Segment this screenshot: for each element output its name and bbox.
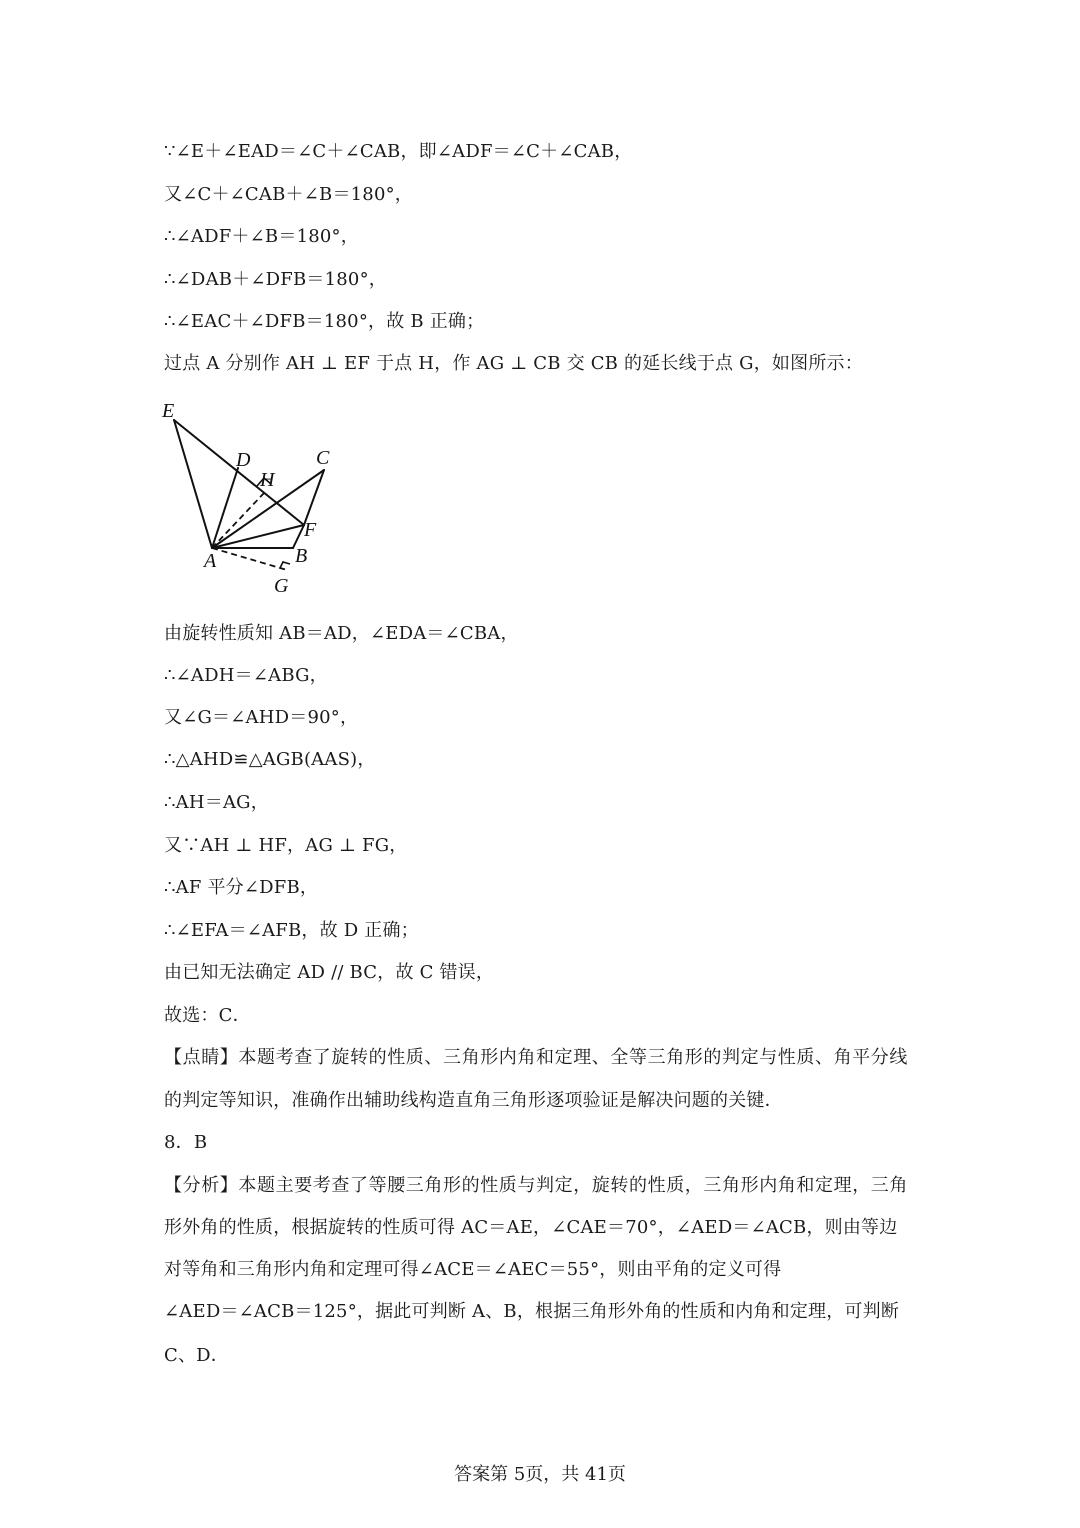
point-label-b: B	[295, 545, 308, 567]
text-line-21: 形外角的性质，根据旋转的性质可得 AC＝AE，∠CAE＝70°，∠AED＝∠ACB，则由等边	[164, 1217, 898, 1238]
text-line-3: ∴∠ADF＋∠B＝180°，	[164, 226, 359, 247]
text-line-20: 【分析】本题主要考查了等腰三角形的性质与判定，旋转的性质，三角形内角和定理，三角	[164, 1175, 908, 1196]
text-line-18: 的判定等知识，准确作出辅助线构造直角三角形逐项验证是解决问题的关键．	[164, 1090, 783, 1111]
text-line-22: 对等角和三角形内角和定理可得∠ACE＝∠AEC＝55°，则由平角的定义可得	[164, 1259, 782, 1280]
point-label-h: H	[260, 469, 275, 491]
geometry-figure	[150, 392, 350, 602]
text-line-10: ∴△AHD≌△AGB(AAS)，	[164, 749, 376, 770]
point-label-d: D	[236, 449, 251, 471]
text-line-13: ∴AF 平分∠DFB，	[164, 877, 319, 898]
point-label-f: F	[304, 519, 317, 541]
text-line-9: 又∠G＝∠AHD＝90°，	[164, 707, 359, 728]
point-label-e: E	[162, 400, 175, 422]
text-line-2: 又∠C＋∠CAB＋∠B＝180°，	[164, 184, 414, 205]
text-line-23: ∠AED＝∠ACB＝125°，据此可判断 A、B，根据三角形外角的性质和内角和定理，可判断	[164, 1301, 900, 1322]
text-line-24: C、D．	[164, 1345, 230, 1366]
text-line-11: ∴AH＝AG，	[164, 792, 269, 813]
text-line-5: ∴∠EAC＋∠DFB＝180°，故 B 正确；	[164, 311, 485, 332]
text-line-15: 由已知无法确定 AD // BC，故 C 错误，	[164, 962, 495, 983]
point-label-c: C	[316, 447, 330, 469]
text-line-4: ∴∠DAB＋∠DFB＝180°，	[164, 269, 387, 290]
text-line-14: ∴∠EFA＝∠AFB，故 D 正确；	[164, 920, 419, 941]
page-footer: 答案第 5页，共 41页	[454, 1464, 626, 1485]
text-line-8: ∴∠ADH＝∠ABG，	[164, 665, 328, 686]
text-line-6: 过点 A 分别作 AH ⊥ EF 于点 H，作 AG ⊥ CB 交 CB 的延长线于点 G，如图所示：	[164, 353, 863, 374]
point-label-a: A	[204, 550, 217, 572]
text-line-16: 故选：C．	[164, 1005, 251, 1026]
text-line-12: 又∵AH ⊥ HF，AG ⊥ FG，	[164, 835, 408, 856]
point-label-g: G	[274, 575, 289, 597]
text-line-17: 【点睛】本题考查了旋转的性质、三角形内角和定理、全等三角形的判定与性质、角平分线	[164, 1047, 908, 1068]
text-line-19: 8．B	[164, 1132, 208, 1153]
text-line-1: ∵∠E＋∠EAD＝∠C＋∠CAB，即∠ADF＝∠C＋∠CAB，	[164, 141, 633, 162]
text-line-7: 由旋转性质知 AB＝AD，∠EDA＝∠CBA，	[164, 623, 519, 644]
